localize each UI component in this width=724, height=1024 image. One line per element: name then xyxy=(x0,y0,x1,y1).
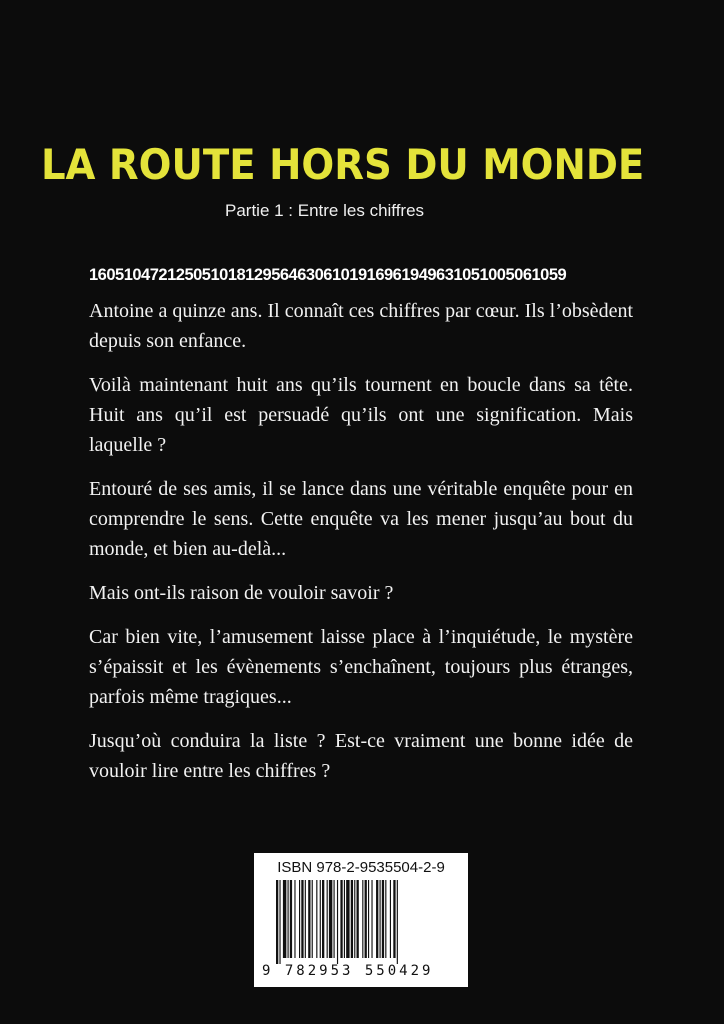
number-sequence: 1605104721250510181295646306101916961949631051005061059 xyxy=(89,266,567,284)
isbn-label: ISBN 978-2-9535504-2-9 xyxy=(277,859,445,876)
barcode-digits: 9 782953 550429 xyxy=(262,963,434,979)
page-subtitle: Partie 1 : Entre les chiffres xyxy=(225,201,425,220)
barcode-bar xyxy=(344,880,345,958)
isbn-barcode-box xyxy=(254,853,468,987)
blurb xyxy=(89,296,633,800)
barcode-bar xyxy=(371,880,372,958)
page-title: LA ROUTE HORS DU MONDE xyxy=(40,140,645,189)
barcode-bar xyxy=(390,880,391,958)
barcode-bar xyxy=(368,880,369,958)
barcode-bar xyxy=(294,880,295,958)
barcode-bar xyxy=(279,880,280,964)
blurb-paragraph: Entouré de ses amis, il se lance dans une véritable enquête pour en comprendre le sens. Cette enquête va les mener jusqu’au bout du monde, et bien au-delà... xyxy=(89,478,633,560)
barcode-bar xyxy=(334,880,335,958)
blurb-paragraph: Voilà maintenant huit ans qu’ils tournent en boucle dans sa tête. Huit ans qu’il est persuadé qu’ils ont une signification. Mais laquelle ? xyxy=(89,374,633,456)
blurb-paragraph: Car bien vite, l’amusement laisse place à l’inquiétude, le mystère s’épaissit et les évènements s’enchaînent, toujours plus étranges, parfois même tragiques... xyxy=(89,626,633,708)
barcode-bar xyxy=(312,880,313,958)
barcode-bar xyxy=(340,880,342,958)
barcode-bar xyxy=(337,880,338,964)
barcode-bar xyxy=(380,880,381,958)
barcode-bar xyxy=(362,880,363,958)
barcode-icon xyxy=(276,880,448,964)
barcode-bar xyxy=(283,880,286,958)
barcode-bar xyxy=(308,880,310,958)
barcode-bar xyxy=(393,880,395,958)
barcode-bar xyxy=(351,880,353,958)
barcode-bar xyxy=(316,880,317,958)
barcode-bar xyxy=(397,880,398,964)
barcode-bar xyxy=(301,880,303,958)
barcode-bar xyxy=(376,880,378,958)
barcode-bar xyxy=(354,880,355,958)
blurb-paragraph: Antoine a quinze ans. Il connaît ces chiffres par cœur. Ils l’obsèdent depuis son enfance. xyxy=(89,300,633,352)
barcode-bar xyxy=(305,880,306,958)
barcode-bar xyxy=(290,880,292,958)
barcode-bar xyxy=(320,880,321,958)
barcode-bar xyxy=(329,880,332,958)
barcode-bar xyxy=(322,880,324,958)
blurb-paragraph: Mais ont-ils raison de vouloir savoir ? xyxy=(89,582,394,604)
barcode-bar xyxy=(299,880,300,958)
barcode-bar xyxy=(385,880,386,958)
barcode-bar xyxy=(357,880,359,958)
barcode-bar xyxy=(276,880,278,964)
barcode-bar xyxy=(346,880,349,958)
barcode-bar xyxy=(327,880,328,958)
barcode-bar xyxy=(365,880,367,958)
barcode-bar xyxy=(288,880,289,958)
blurb-paragraph: Jusqu’où conduira la liste ? Est-ce vraiment une bonne idée de vouloir lire entre les chiffres ? xyxy=(89,730,633,782)
barcode-bar xyxy=(382,880,384,958)
